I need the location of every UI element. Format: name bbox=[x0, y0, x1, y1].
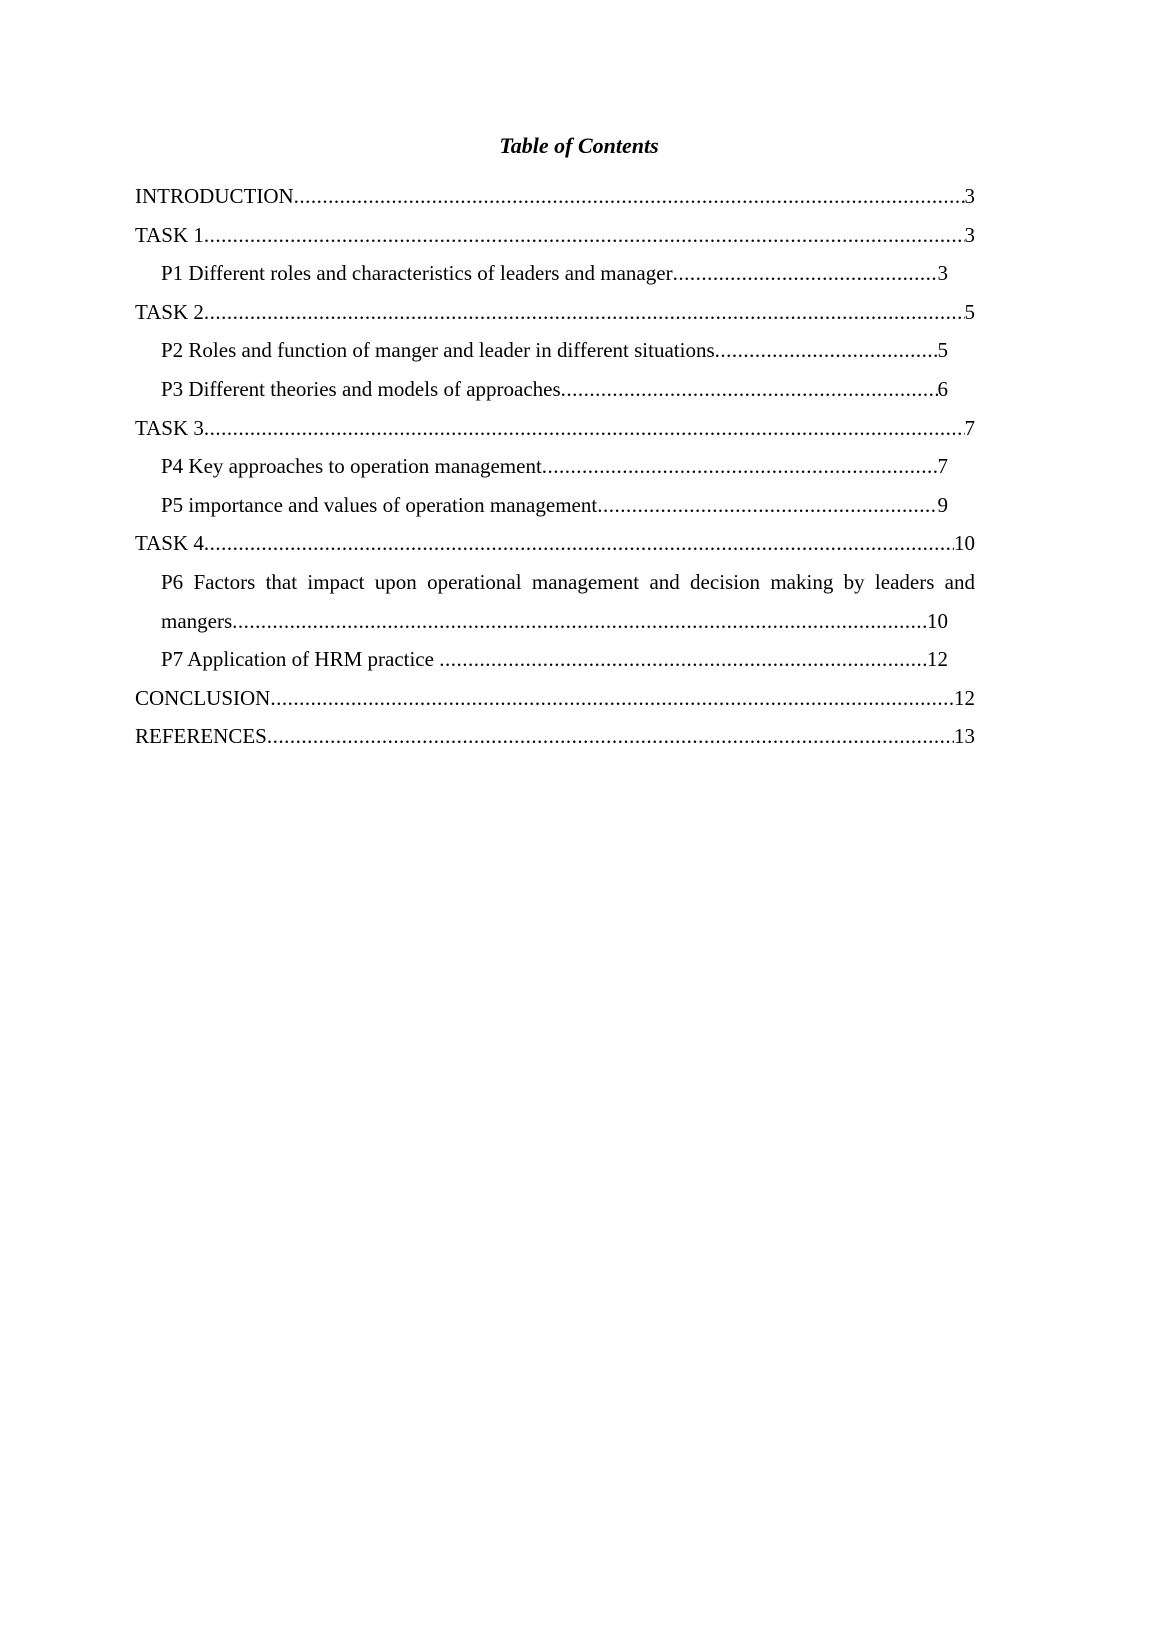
toc-entry-page: 3 bbox=[964, 184, 975, 208]
toc-entry-page: 13 bbox=[954, 724, 975, 749]
toc-entry-page: 10 bbox=[927, 608, 948, 633]
toc-entry-title: P7 Application of HRM practice bbox=[161, 647, 440, 672]
toc-entry-task-3[interactable] bbox=[135, 416, 975, 455]
dot-leader bbox=[270, 686, 954, 710]
toc-entry-task-2[interactable] bbox=[135, 300, 975, 339]
dot-leader bbox=[204, 223, 965, 247]
toc-entry-introduction[interactable] bbox=[135, 184, 975, 223]
toc-entry-conclusion[interactable] bbox=[135, 686, 975, 725]
toc-entry-title: REFERENCES bbox=[135, 724, 267, 749]
toc-entry-page: 12 bbox=[954, 685, 975, 710]
toc-entry-page: 12 bbox=[927, 647, 948, 672]
dot-leader bbox=[294, 184, 965, 208]
toc-entry-title: P6 Factors that impact upon operational management and decision making by leaders and bbox=[161, 569, 975, 594]
dot-leader bbox=[267, 724, 954, 748]
toc-entry-task-4[interactable] bbox=[135, 531, 975, 570]
toc-entry-p6-line2[interactable] bbox=[135, 609, 975, 648]
toc-entry-references[interactable] bbox=[135, 724, 975, 763]
dot-leader bbox=[715, 338, 938, 362]
toc-heading: Table of Contents bbox=[499, 133, 659, 158]
toc-entry-page: 5 bbox=[964, 299, 975, 324]
dot-leader bbox=[597, 493, 937, 517]
dot-leader bbox=[232, 609, 927, 633]
toc-entry-title: TASK 4 bbox=[135, 531, 204, 556]
toc-entry-page: 7 bbox=[964, 415, 975, 440]
toc-entry-page: 10 bbox=[954, 531, 975, 556]
toc-entry-title: P2 Roles and function of manger and leader in different situations bbox=[161, 338, 715, 363]
toc-entry-title: TASK 2 bbox=[135, 299, 204, 324]
toc-entry-p2[interactable] bbox=[135, 338, 975, 377]
table-of-contents bbox=[135, 184, 975, 763]
toc-entry-page: 3 bbox=[937, 261, 948, 286]
dot-leader bbox=[673, 261, 938, 285]
dot-leader bbox=[204, 416, 965, 440]
toc-entry-title: P4 Key approaches to operation management bbox=[161, 454, 542, 479]
toc-entry-title: TASK 3 bbox=[135, 415, 204, 440]
toc-entry-title: TASK 1 bbox=[135, 222, 204, 247]
dot-leader bbox=[204, 531, 954, 555]
toc-entry-p6-line1[interactable] bbox=[135, 570, 975, 609]
dot-leader bbox=[439, 647, 927, 671]
toc-entry-p7[interactable] bbox=[135, 647, 975, 686]
toc-entry-task-1[interactable] bbox=[135, 223, 975, 262]
toc-entry-page: 3 bbox=[964, 222, 975, 247]
toc-entry-page: 9 bbox=[937, 492, 948, 517]
toc-entry-title: INTRODUCTION bbox=[135, 184, 294, 208]
toc-entry-page: 6 bbox=[937, 376, 948, 401]
toc-entry-title: P1 Different roles and characteristics of leaders and manager bbox=[161, 261, 673, 286]
toc-entry-p1[interactable] bbox=[135, 261, 975, 300]
toc-entry-title: mangers bbox=[161, 608, 233, 633]
dot-leader bbox=[561, 377, 938, 401]
toc-entry-title: CONCLUSION bbox=[135, 685, 271, 710]
toc-entry-p3[interactable] bbox=[135, 377, 975, 416]
toc-entry-page: 7 bbox=[937, 454, 948, 479]
toc-entry-p4[interactable] bbox=[135, 454, 975, 493]
toc-entry-title: P5 importance and values of operation management bbox=[161, 492, 598, 517]
toc-entry-title: P3 Different theories and models of approaches bbox=[161, 376, 561, 401]
toc-entry-page: 5 bbox=[937, 338, 948, 363]
dot-leader bbox=[542, 454, 938, 478]
dot-leader bbox=[204, 300, 965, 324]
toc-entry-p5[interactable] bbox=[135, 493, 975, 532]
